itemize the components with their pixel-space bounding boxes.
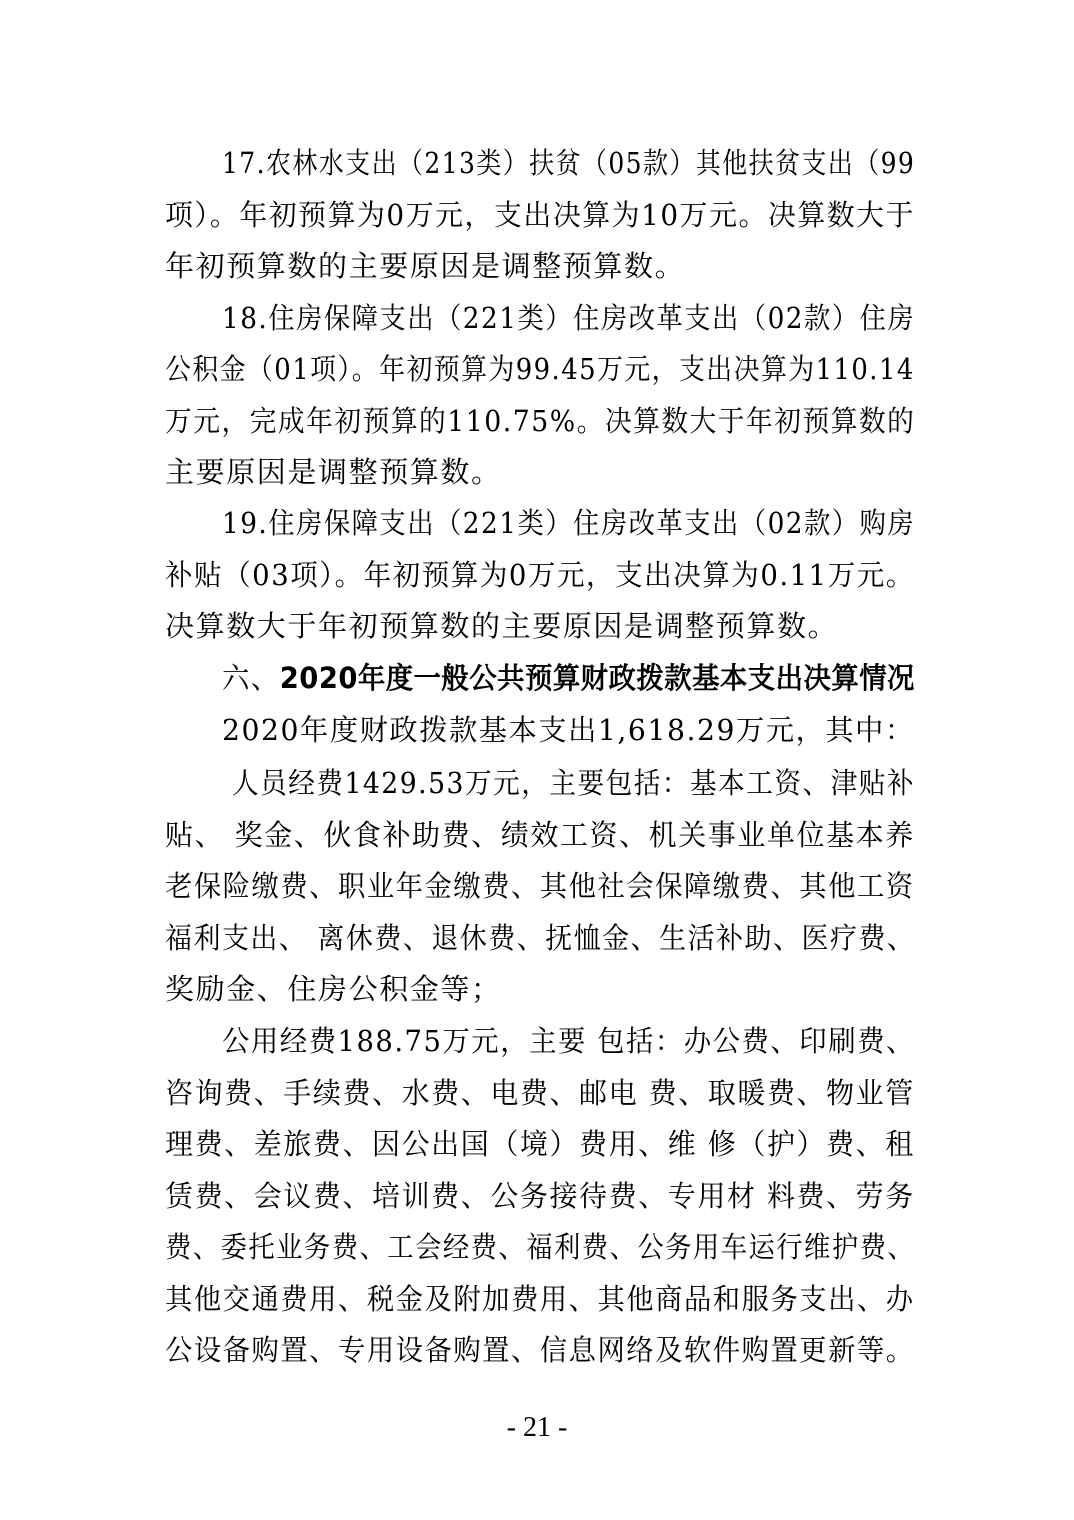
section-6-heading: [222, 658, 915, 698]
personnel-expense-line-2: 贴、 奖金、伙食补助费、绩效工资、机关事业单位基本养: [165, 818, 915, 852]
public-expense-line-2: 咨询费、手续费、水费、电费、邮电 费、取暖费、物业管: [165, 1076, 915, 1110]
personnel-expense-line-5: 奖励金、住房公积金等；: [165, 972, 502, 1006]
public-expense-line-7: 公设备购置、专用设备购置、信息网络及软件购置更新等。: [165, 1333, 915, 1367]
paragraph-17-line-2: 项）。年初预算为0万元，支出决算为10万元。决算数大于: [165, 198, 916, 232]
paragraph-18-line-1: 18.住房保障支出（221类）住房改革支出（02款）住房: [222, 301, 916, 335]
personnel-expense-line-3: 老保险缴费、职业年金缴费、其他社会保障缴费、其他工资: [165, 869, 915, 903]
paragraph-17-line-1: 17.农林水支出（213类）扶贫（05款）其他扶贫支出（99: [222, 146, 916, 180]
page-number: - 21 -: [506, 1412, 568, 1443]
paragraph-18-line-2: 公积金（01项）。年初预算为99.45万元，支出决算为110.14: [165, 352, 915, 386]
paragraph-19-line-2: 补贴（03项）。年初预算为0万元，支出决算为0.11万元。: [165, 558, 915, 592]
paragraph-19-line-1: 19.住房保障支出（221类）住房改革支出（02款）购房: [222, 506, 916, 540]
paragraph-17-line-3: 年初预算数的主要原因是调整预算数。: [165, 249, 686, 283]
public-expense-line-4: 赁费、会议费、培训费、公务接待费、专用材 料费、劳务: [165, 1179, 915, 1213]
public-expense-line-3: 理费、差旅费、因公出国（境）费用、维 修（护）费、租: [165, 1127, 915, 1161]
public-expense-line-5: 费、委托业务费、工会经费、福利费、公务用车运行维护费、: [165, 1230, 916, 1264]
personnel-expense-line-1: 人员经费1429.53万元，主要包括：基本工资、津贴补: [222, 766, 915, 800]
paragraph-18-line-4: 主要原因是调整预算数。: [165, 455, 502, 489]
paragraph-18-line-3: 万元，完成年初预算的110.75%。决算数大于年初预算数的: [165, 404, 916, 438]
public-expense-line-1: 公用经费188.75万元，主要 包括：办公费、印刷费、: [222, 1024, 915, 1058]
section-6-number: 六、: [222, 661, 280, 695]
public-expense-line-6: 其他交通费用、税金及附加费用、其他商品和服务支出、办: [165, 1282, 915, 1316]
personnel-expense-line-4: 福利支出、 离休费、退休费、抚恤金、生活补助、医疗费、: [165, 921, 916, 955]
paragraph-19-line-3: 决算数大于年初预算数的主要原因是调整预算数。: [165, 609, 839, 643]
basic-expenditure-summary: 2020年度财政拨款基本支出1,618.29万元，其中：: [222, 713, 915, 747]
section-6-title: 2020年度一般公共预算财政拨款基本支出决算情况: [279, 661, 915, 695]
